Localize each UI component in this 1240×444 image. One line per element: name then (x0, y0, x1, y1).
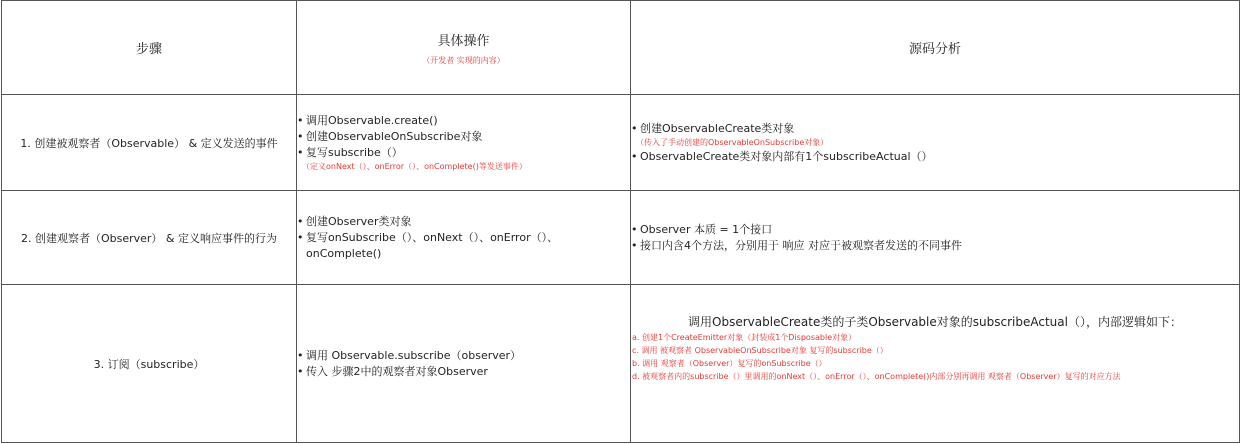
header-analysis (631, 1, 1240, 95)
analysis-cell (631, 191, 1240, 285)
list-item: • Observer 本质 = 1个接口 (631, 222, 1239, 238)
analysis-list (631, 121, 1239, 137)
step-cell (2, 191, 297, 285)
header-step (2, 1, 297, 95)
step-label: 3. 订阅（subscribe） (93, 357, 205, 371)
step-cell (2, 285, 297, 443)
analysis-list (631, 149, 1239, 165)
operation-list (297, 113, 630, 161)
list-item: • 复写onSubscribe（）、onNext（）、onError（）、onComplete() (297, 230, 630, 262)
list-item: • 创建ObservableCreate类对象 (631, 121, 1239, 137)
analysis-detail: d. 被观察者内的subscribe（）里调用的onNext（）、onError（）、onComplete()内部分别再调用 观察者（Observer）复写的对应方法 (632, 372, 1121, 381)
table-row (2, 95, 1240, 191)
steps-table (1, 0, 1240, 443)
analysis-detail: c. 调用 被观察者 ObservableOnSubscribe对象 复写的subscribe（） (632, 346, 888, 355)
analysis-cell (631, 95, 1240, 191)
list-item: • 创建Observer类对象 (297, 214, 630, 230)
operation-cell (297, 95, 631, 191)
list-item: • 调用 Observable.subscribe（observer） (297, 348, 630, 364)
analysis-detail: b. 调用 观察者（Observer）复写的onSubscribe（） (632, 359, 827, 368)
step-label: 2. 创建观察者（Observer） & 定义响应事件的行为 (20, 231, 278, 245)
operation-note: （定义onNext（）、onError（）、onComplete()等发送事件） (302, 161, 527, 171)
analysis-heading: 调用ObservableCreate类的子类Observable对象的subscribeActual（），内部逻辑如下： (688, 315, 1182, 329)
header-analysis-label: 源码分析 (908, 42, 961, 57)
table-row (2, 285, 1240, 443)
analysis-list (631, 222, 1239, 254)
header-operation (297, 1, 631, 95)
operation-cell (297, 285, 631, 443)
list-item: • 接口内含4个方法，分别用于 响应 对应于被观察者发送的不同事件 (631, 238, 1239, 254)
list-item: • 复写subscribe（） (297, 145, 630, 161)
analysis-cell (631, 285, 1240, 443)
operation-list (297, 348, 630, 380)
list-item: • 传入 步骤2中的观察者对象Observer (297, 364, 630, 380)
header-operation-label: 具体操作 (437, 33, 490, 49)
operation-list (297, 214, 630, 262)
step-label: 1. 创建被观察者（Observable） & 定义发送的事件 (20, 136, 278, 150)
analysis-note: （传入了手动创建的ObservableOnSubscribe对象） (636, 137, 829, 147)
header-operation-sub: （开发者 实现的内容） (422, 55, 505, 65)
header-step-label: 步骤 (135, 42, 162, 57)
header-row (2, 1, 1240, 95)
analysis-detail: a. 创建1个CreateEmitter对象（封装成1个Disposable对象） (632, 333, 857, 342)
step-cell (2, 95, 297, 191)
list-item: • ObservableCreate类对象内部有1个subscribeActual（） (631, 149, 1239, 165)
table-row (2, 191, 1240, 285)
list-item: • 创建ObservableOnSubscribe对象 (297, 129, 630, 145)
list-item: • 调用Observable.create() (297, 113, 630, 129)
operation-cell (297, 191, 631, 285)
